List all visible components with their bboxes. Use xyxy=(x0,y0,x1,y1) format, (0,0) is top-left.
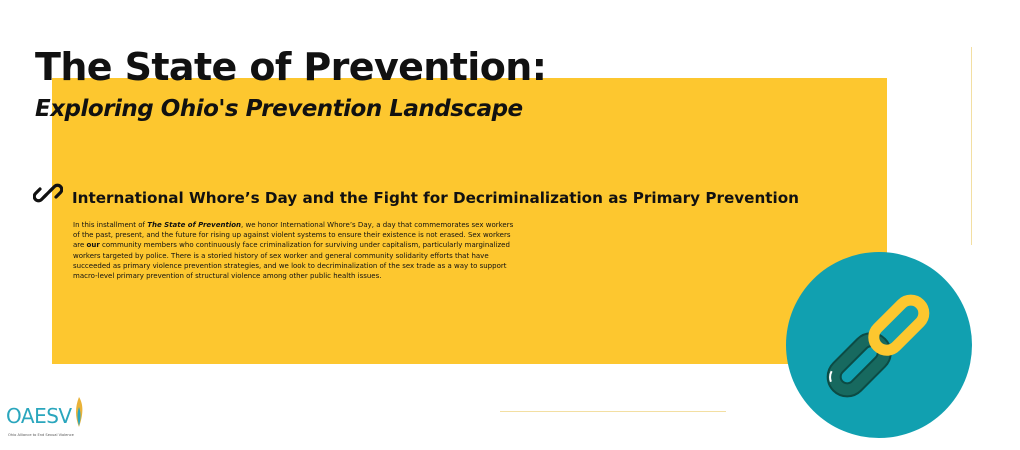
body-text-part: In this installment of xyxy=(73,221,148,229)
section-heading: International Whore’s Day and the Fight for Decriminalization as Primary Prevention xyxy=(72,189,799,207)
section-body xyxy=(73,220,518,281)
decorative-divider-horizontal xyxy=(500,411,726,412)
oaesv-logo xyxy=(6,395,91,443)
logo-tagline: Ohio Alliance to End Sexual Violence xyxy=(8,433,74,437)
flame-icon xyxy=(72,395,86,429)
decorative-divider-vertical xyxy=(971,47,972,245)
page-subtitle: Exploring Ohio's Prevention Landscape xyxy=(35,96,523,122)
logo-text: OAESV xyxy=(6,404,72,428)
page-title: The State of Prevention: xyxy=(35,45,547,89)
link-icon xyxy=(33,178,63,208)
body-text-part: community members who continuously face criminalization for surviving under capitalism, particularly marginalized workers targeted by police. There is a storied history of sex worker and general community solidarity efforts that have succeeded as primary violence prevention strategies, and we look to decriminalization of the sex trade as a way to support macro-level primary prevention of structural violence among other public health issues. xyxy=(73,241,510,281)
emphasis-text: our xyxy=(86,241,100,250)
chain-link-icon xyxy=(786,252,972,438)
publication-name: The State of Prevention xyxy=(147,221,242,229)
body-text-part: , we honor International Whore’s Day, a day that commemorates sex workers of the past, present, and the future for rising up against violent systems to ensure their existence is not erased. Sex workers are xyxy=(73,221,514,250)
